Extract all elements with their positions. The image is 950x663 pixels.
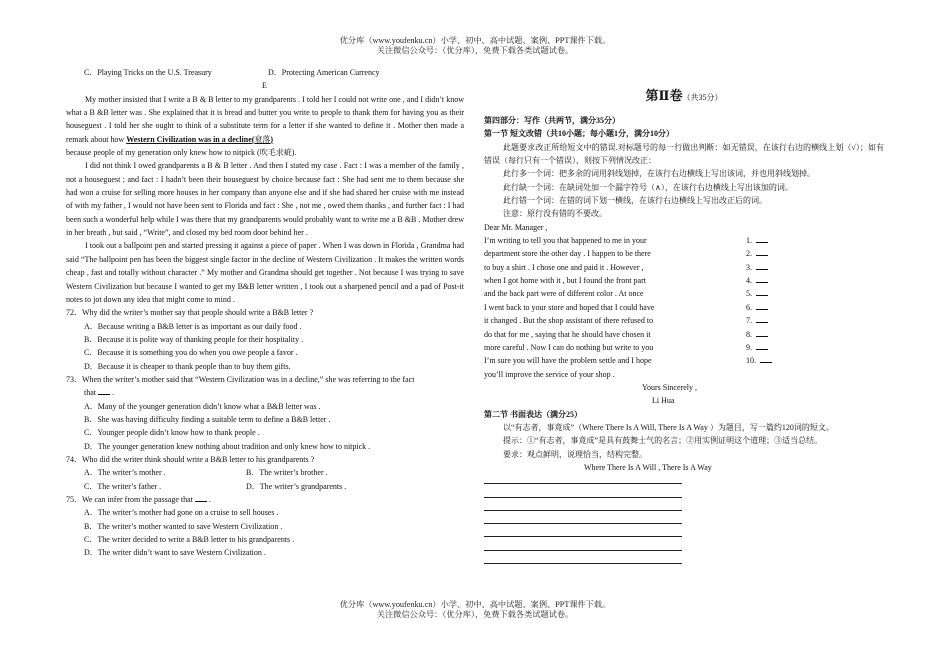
letter-line-text: I’m sure you will have the problem settle and I hope: [484, 356, 652, 366]
option-d-previous: D．Protecting American Currency: [268, 68, 380, 77]
answer-number: 2.: [746, 249, 752, 259]
question-74-option-c: C．The writer’s father .: [84, 481, 162, 491]
letter-line: [484, 274, 884, 287]
letter-line: [484, 234, 884, 247]
footer-line-2: 关注微信公众号：（优分库），免费下载各类试题试卷。: [376, 610, 574, 619]
answer-blank[interactable]: [756, 341, 768, 350]
passage-paragraph-2: I did not think I owed grandparents a B & B letter . And then I stated my case . Fact : I was a member of the family , not a houseguest ; and fact : I hadn’t been their houseguest by choice because fact : She had sent me to them because she had won a cruise for selling more houses in her company than anyone else and if she had shared her cruise with me instead of with my father , I would not have been sent to Florida and fact : She , not me , owed them thanks , and further fact : I had been such a wonderful help while I was there that my grandparents would probably want to write me a B &B . Mother drew in her breath , but said , “Write”, and closed my bed room door behind her .: [66, 161, 464, 238]
right-column: [484, 84, 884, 576]
underlined-text: Western Civilization was in a decline(: [126, 134, 255, 144]
answer-blank[interactable]: [756, 328, 768, 337]
writing-line: [484, 510, 682, 511]
writing-line: [484, 483, 682, 484]
letter-line-text: it changed . But the shop assistant of there refused to: [484, 316, 654, 326]
letter-line: [484, 341, 884, 354]
letter-line-text: and the back part were of different color . At once: [484, 289, 644, 299]
letter-lines: [484, 234, 884, 367]
writing-line: [484, 550, 682, 551]
writing-line: [484, 523, 682, 524]
answer-number: 7.: [746, 316, 752, 326]
paragraph-1-text: My mother insisted that I write a B & B letter to my grandparents . I told her I could not write one , and I didn’t know what a B &B letter was . She explained that it is bread and butter you write to people to thank them for having you as their houseguest . I told her she ought to think of a substitute term for a letter if she wanted to define it . Mother then made a remark about how: [66, 94, 464, 144]
letter-line: [484, 247, 884, 260]
question-75-end: .: [206, 495, 211, 504]
footer-line-1: 优分库（www.youfenku.cn）小学、初中、高中试题、案例、PPT课件下载。: [339, 600, 611, 609]
answer-number: 5.: [746, 289, 752, 299]
letter-line-text: I went back to your store and hoped that I could have: [484, 302, 655, 312]
letter-line-text: more careful . Now I can do nothing but write to you: [484, 342, 654, 352]
answer-number: 6.: [746, 302, 752, 312]
instruction-1: 此题要求改正所给短文中的错误.对标题号的每一行做出判断：如无错误，在该行右边的横线上划（√）；如有错误（每行只有一个错误），则按下列情况改正：: [484, 142, 884, 166]
letter-line: [484, 261, 884, 274]
question-75: [66, 493, 464, 506]
answer-slot[interactable]: [746, 341, 806, 354]
writing-task-3: 要求：观点鲜明，说理恰当，结构完整。: [503, 449, 647, 459]
question-73-tail: that: [84, 388, 96, 398]
question-74-option-b: B．The writer’s brother .: [246, 468, 328, 478]
writing-line: [484, 563, 682, 564]
question-74-options-ab: [66, 466, 464, 479]
question-73-option-b: B．She was having difficulty finding a suitable term to define a B&B letter .: [84, 414, 331, 424]
answer-number: 8.: [746, 329, 752, 339]
answer-number: 9.: [746, 342, 752, 352]
answer-blank: [98, 386, 110, 395]
question-72-option-d: D．Because it is cheaper to thank people than to buy them gifts.: [84, 361, 291, 371]
question-75-option-b: B．The writer’s mother wanted to save Western Civilization .: [84, 521, 283, 531]
answer-blank[interactable]: [760, 354, 772, 363]
page-footer: [0, 600, 950, 620]
writing-line: [484, 497, 682, 498]
essay-title: Where There Is A Will , There Is A Way: [584, 462, 712, 472]
writing-task-2: 提示：①“有志者，事竟成”是具有鼓舞士气的名言；②用实例证明这个道理；③适当总结。: [503, 436, 823, 446]
header-line-2: 关注微信公众号：（优分库），免费下载各类试题试卷。: [376, 46, 574, 55]
underlined-gloss: 衰落: [254, 134, 271, 144]
answer-blank[interactable]: [756, 287, 768, 296]
answer-blank[interactable]: [756, 234, 768, 243]
question-73-end: .: [110, 388, 114, 398]
section-title-sub: （共35分）: [682, 93, 723, 102]
question-72: 72．Why did the writer’s mother say that people should write a B&B letter ?: [66, 308, 314, 318]
answer-slot[interactable]: [746, 247, 806, 260]
answer-slot[interactable]: [746, 274, 806, 287]
writing-task-1: 以“有志者，事竟成”（Where There Is A Will, There Is A Way ）为题目，写一篇约120词的短文。: [503, 422, 834, 432]
letter-line-text: I’m writing to tell you that happened to me in your: [484, 236, 647, 246]
answer-slot[interactable]: [746, 328, 806, 341]
answer-number: 3.: [746, 262, 752, 272]
option-c-previous: C．Playing Tricks on the U.S. Treasury: [84, 68, 212, 77]
answer-number: 10.: [746, 356, 756, 366]
question-72-option-c: C．Because it is something you do when you owe people a favor .: [84, 348, 298, 358]
question-75-option-c: C．The writer decided to write a B&B letter to his grandparents .: [84, 535, 295, 545]
question-73-option-d: D．The younger generation knew nothing about tradition and only knew how to nitpick .: [84, 441, 371, 451]
question-74: 74．Who did the writer think should write a B&B letter to his grandparents ?: [66, 454, 315, 464]
letter-line-text: do that for me , saying that he should have chosen it: [484, 329, 651, 339]
question-72-option-a: A．Because writing a B&B letter is as important as our daily food .: [84, 321, 302, 331]
previous-options-row: [66, 66, 464, 79]
answer-number: 4.: [746, 276, 752, 286]
answer-blank: [195, 493, 207, 502]
letter-closing: Yours Sincerely ,: [642, 382, 697, 392]
question-74-options-cd: [66, 480, 464, 493]
paragraph-1-end: because people of my generation only knew how to nitpick (吹毛求疵).: [66, 148, 297, 158]
question-75-option-a: A．The writer’s mother had gone on a cruise to sell houses .: [84, 508, 279, 518]
letter-line-text: when I got home with it , but I found the front part: [484, 276, 646, 286]
section-title-text: 第Ⅱ卷: [645, 88, 683, 103]
question-73-continued: [66, 386, 464, 399]
part-4-heading: 第四部分：写作（共两节，满分35分）: [484, 116, 620, 125]
answer-slot[interactable]: [746, 314, 806, 327]
question-75-option-d: D．The writer didn’t want to save Western Civilization .: [84, 548, 266, 558]
underlined-phrase: [126, 135, 273, 144]
answer-blank[interactable]: [756, 274, 768, 283]
answer-slot[interactable]: [746, 354, 806, 367]
instruction-3: 此行缺一个词：在缺词处加一个漏字符号（∧），在该行右边横线上写出该加的词。: [503, 182, 793, 192]
option-d-previous-tail: E: [262, 81, 267, 91]
letter-line: [484, 314, 884, 327]
letter-signature: Li Hua: [652, 396, 675, 406]
underlined-close: ): [270, 134, 274, 144]
writing-line: [484, 536, 682, 537]
question-73-option-a: A．Many of the younger generation didn’t know what a B&B letter was .: [84, 401, 321, 411]
answer-slot[interactable]: [746, 287, 806, 300]
instruction-5: 注意：原行没有错的不要改。: [503, 209, 607, 219]
letter-line: [484, 328, 884, 341]
letter-line: [484, 287, 884, 300]
answer-blank[interactable]: [756, 301, 768, 310]
question-75-text: 75．We can infer from the passage that: [66, 495, 193, 504]
answer-slot[interactable]: [746, 301, 806, 314]
question-74-option-d: D．The writer’s grandparents .: [246, 481, 347, 491]
letter-line-text: department store the other day . I happen to be there: [484, 249, 651, 259]
letter-line: [484, 301, 884, 314]
answer-blank[interactable]: [756, 261, 768, 270]
letter-line-text: to buy a shirt . I chose one and paid it . However ,: [484, 262, 644, 272]
letter-line: [484, 354, 884, 367]
header-line-1: 优分库（www.youfenku.cn）小学、初中、高中试题、案例、PPT课件下载。: [339, 36, 611, 45]
question-73: 73．When the writer’s mother said that “Western Civilization was in a decline,” she was referring to the fact: [66, 374, 415, 384]
left-column: [66, 66, 464, 560]
section-2-heading: 第二节 书面表达（满分25）: [484, 409, 582, 419]
instruction-2: 此行多一个词：把多余的词用斜线划掉，在该行右边横线上写出该词，并也用斜线划掉。: [503, 169, 815, 179]
answer-blank[interactable]: [756, 247, 768, 256]
question-74-option-a: A．The writer’s mother .: [84, 468, 166, 478]
section-2-title: [484, 86, 884, 108]
answer-blank[interactable]: [756, 314, 768, 323]
question-73-option-c: C．Younger people didn’t know how to thank people .: [84, 428, 260, 438]
writing-area[interactable]: [484, 483, 682, 564]
instruction-4: 此行错一个词：在错的词下划一横线，在该行右边横线上写出改正后的词。: [503, 196, 767, 206]
letter-salutation: Dear Mr. Manager ,: [484, 222, 548, 232]
question-72-option-b: B．Because it is polite way of thanking people for their hospitality .: [84, 334, 304, 344]
passage-paragraph-1: [66, 93, 464, 146]
answer-number: 1.: [746, 236, 752, 246]
page-header: [0, 36, 950, 56]
answer-slot[interactable]: [746, 234, 806, 247]
passage-paragraph-3: I took out a ballpoint pen and started pressing it against a piece of paper . When I was down in Florida , Grandma had said “The ballpoint pen has been the biggest single factor in the decline of Western Civilization . It makes the written words cheap , fast and totally without character .” My mother and Grandma should get together . Not because I was trying to save Western Civilization but because I wanted to get my B&B letter written , I took out a sharpened pencil and a pad of Post-it notes to jot down any idea that might come to mind .: [66, 241, 464, 304]
letter-last-line: you’ll improve the service of your shop .: [484, 369, 615, 379]
answer-slot[interactable]: [746, 261, 806, 274]
section-1-heading: 第一节 短文改错（共10小题；每小题1分，满分10分）: [484, 129, 674, 139]
